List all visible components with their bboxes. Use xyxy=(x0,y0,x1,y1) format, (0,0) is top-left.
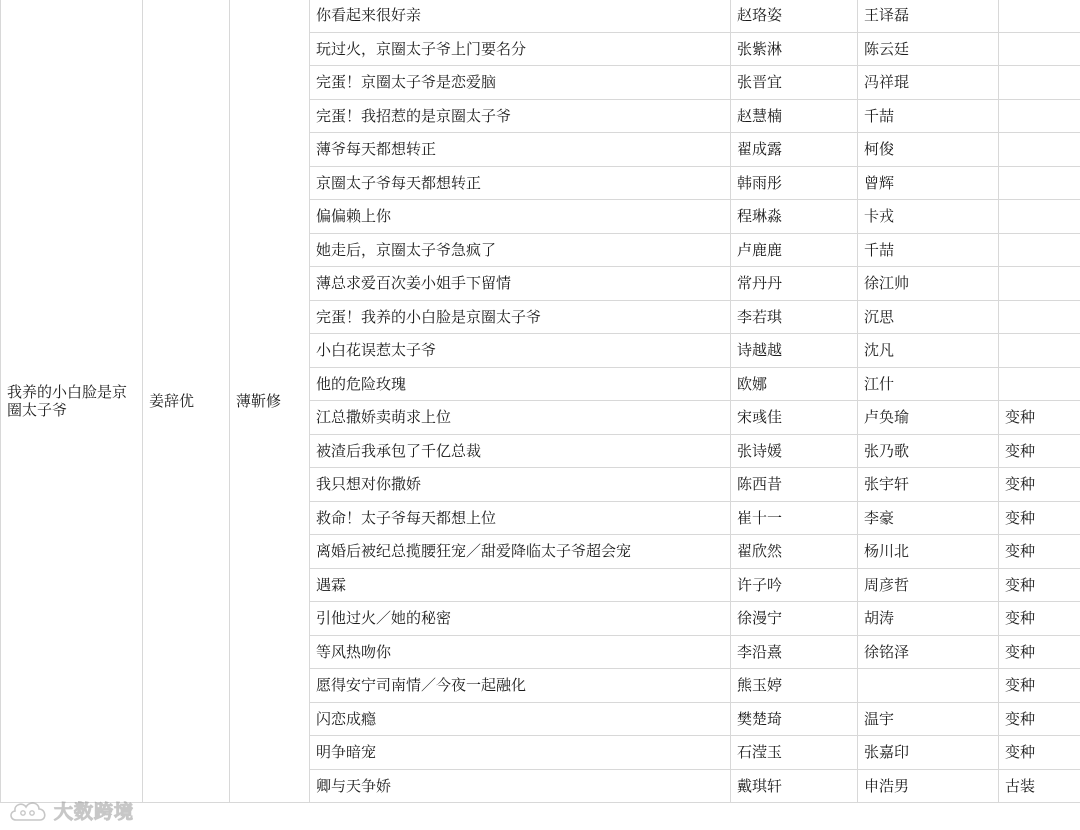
actress-cell: 樊楚琦 xyxy=(731,702,858,736)
actress-cell: 戴琪轩 xyxy=(731,769,858,803)
type-cell: 变种 xyxy=(999,468,1080,502)
actress-cell: 李若琪 xyxy=(731,300,858,334)
actress-cell: 崔十一 xyxy=(731,501,858,535)
actress-cell: 诗越越 xyxy=(731,334,858,368)
type-cell xyxy=(999,99,1080,133)
actress-cell: 宋彧佳 xyxy=(731,401,858,435)
title-cell: 偏偏赖上你 xyxy=(310,200,731,234)
actress-cell: 李沿熹 xyxy=(731,635,858,669)
actor-cell: 徐江帅 xyxy=(858,267,999,301)
actress-cell: 熊玉婷 xyxy=(731,669,858,703)
actor-cell: 柯俊 xyxy=(858,133,999,167)
type-cell xyxy=(999,66,1080,100)
title-cell: 小白花误惹太子爷 xyxy=(310,334,731,368)
merged-title-cell: 我养的小白脸是京圈太子爷 xyxy=(1,0,143,803)
type-cell xyxy=(999,233,1080,267)
actor-cell: 冯祥琨 xyxy=(858,66,999,100)
actor-cell: 杨川北 xyxy=(858,535,999,569)
actress-cell: 韩雨彤 xyxy=(731,166,858,200)
actor-cell: 申浩男 xyxy=(858,769,999,803)
type-cell xyxy=(999,267,1080,301)
actress-cell: 石滢玉 xyxy=(731,736,858,770)
merged-male-lead-cell: 薄靳修 xyxy=(230,0,310,803)
actor-cell xyxy=(858,669,999,703)
table-body xyxy=(1,0,1080,803)
title-cell: 京圈太子爷每天都想转正 xyxy=(310,166,731,200)
actress-cell: 许子吟 xyxy=(731,568,858,602)
type-cell: 变种 xyxy=(999,702,1080,736)
actor-cell: 千喆 xyxy=(858,233,999,267)
title-cell: 完蛋！我招惹的是京圈太子爷 xyxy=(310,99,731,133)
title-cell: 明争暗宠 xyxy=(310,736,731,770)
title-cell: 你看起来很好亲 xyxy=(310,0,731,32)
type-cell: 变种 xyxy=(999,501,1080,535)
title-cell: 离婚后被纪总揽腰狂宠／甜爱降临太子爷超会宠 xyxy=(310,535,731,569)
type-cell xyxy=(999,300,1080,334)
actress-cell: 赵珞姿 xyxy=(731,0,858,32)
actress-cell: 徐漫宁 xyxy=(731,602,858,636)
actor-cell: 周彦哲 xyxy=(858,568,999,602)
actor-cell: 张嘉印 xyxy=(858,736,999,770)
title-cell: 我只想对你撒娇 xyxy=(310,468,731,502)
title-cell: 救命！太子爷每天都想上位 xyxy=(310,501,731,535)
title-cell: 引他过火／她的秘密 xyxy=(310,602,731,636)
title-cell: 玩过火，京圈太子爷上门要名分 xyxy=(310,32,731,66)
actress-cell: 翟成露 xyxy=(731,133,858,167)
actor-cell: 张宇轩 xyxy=(858,468,999,502)
actor-cell: 温宇 xyxy=(858,702,999,736)
type-cell xyxy=(999,32,1080,66)
actress-cell: 张晋宜 xyxy=(731,66,858,100)
type-cell: 变种 xyxy=(999,535,1080,569)
actor-cell: 陈云廷 xyxy=(858,32,999,66)
type-cell xyxy=(999,367,1080,401)
actor-cell: 卢奂瑜 xyxy=(858,401,999,435)
merged-female-lead-cell: 姜辞优 xyxy=(143,0,230,803)
actor-cell: 徐铭泽 xyxy=(858,635,999,669)
type-cell xyxy=(999,0,1080,32)
type-cell: 变种 xyxy=(999,669,1080,703)
actor-cell: 张乃歌 xyxy=(858,434,999,468)
actor-cell: 曾辉 xyxy=(858,166,999,200)
title-cell: 被渣后我承包了千亿总裁 xyxy=(310,434,731,468)
type-cell xyxy=(999,334,1080,368)
actress-cell: 陈西昔 xyxy=(731,468,858,502)
type-cell: 变种 xyxy=(999,635,1080,669)
type-cell: 古装 xyxy=(999,769,1080,803)
title-cell: 等风热吻你 xyxy=(310,635,731,669)
title-cell: 遇霖 xyxy=(310,568,731,602)
title-cell: 闪恋成瘾 xyxy=(310,702,731,736)
title-cell: 完蛋！我养的小白脸是京圈太子爷 xyxy=(310,300,731,334)
actor-cell: 沈凡 xyxy=(858,334,999,368)
actor-cell: 李豪 xyxy=(858,501,999,535)
watermark-text: 大数跨境 xyxy=(54,801,135,823)
actress-cell: 张诗媛 xyxy=(731,434,858,468)
type-cell: 变种 xyxy=(999,568,1080,602)
type-cell xyxy=(999,200,1080,234)
actress-cell: 欧娜 xyxy=(731,367,858,401)
actor-cell: 王译磊 xyxy=(858,0,999,32)
type-cell: 变种 xyxy=(999,736,1080,770)
actress-cell: 张紫淋 xyxy=(731,32,858,66)
type-cell: 变种 xyxy=(999,434,1080,468)
actor-cell: 沉思 xyxy=(858,300,999,334)
title-cell: 完蛋！京圈太子爷是恋爱脑 xyxy=(310,66,731,100)
actor-cell: 千喆 xyxy=(858,99,999,133)
title-cell: 他的危险玫瑰 xyxy=(310,367,731,401)
actress-cell: 赵慧楠 xyxy=(731,99,858,133)
title-cell: 薄总求爱百次姜小姐手下留情 xyxy=(310,267,731,301)
type-cell xyxy=(999,133,1080,167)
title-cell: 愿得安宁司南情／今夜一起融化 xyxy=(310,669,731,703)
actor-cell: 胡涛 xyxy=(858,602,999,636)
table-row xyxy=(1,0,1080,32)
actress-cell: 常丹丹 xyxy=(731,267,858,301)
actress-cell: 程琳淼 xyxy=(731,200,858,234)
actress-cell: 卢鹿鹿 xyxy=(731,233,858,267)
actor-cell: 卡戎 xyxy=(858,200,999,234)
title-cell: 卿与天争娇 xyxy=(310,769,731,803)
type-cell: 变种 xyxy=(999,602,1080,636)
title-cell: 江总撒娇卖萌求上位 xyxy=(310,401,731,435)
type-cell xyxy=(999,166,1080,200)
type-cell: 变种 xyxy=(999,401,1080,435)
actor-cell: 江什 xyxy=(858,367,999,401)
actress-cell: 翟欣然 xyxy=(731,535,858,569)
title-cell: 薄爷每天都想转正 xyxy=(310,133,731,167)
title-cell: 她走后，京圈太子爷急疯了 xyxy=(310,233,731,267)
